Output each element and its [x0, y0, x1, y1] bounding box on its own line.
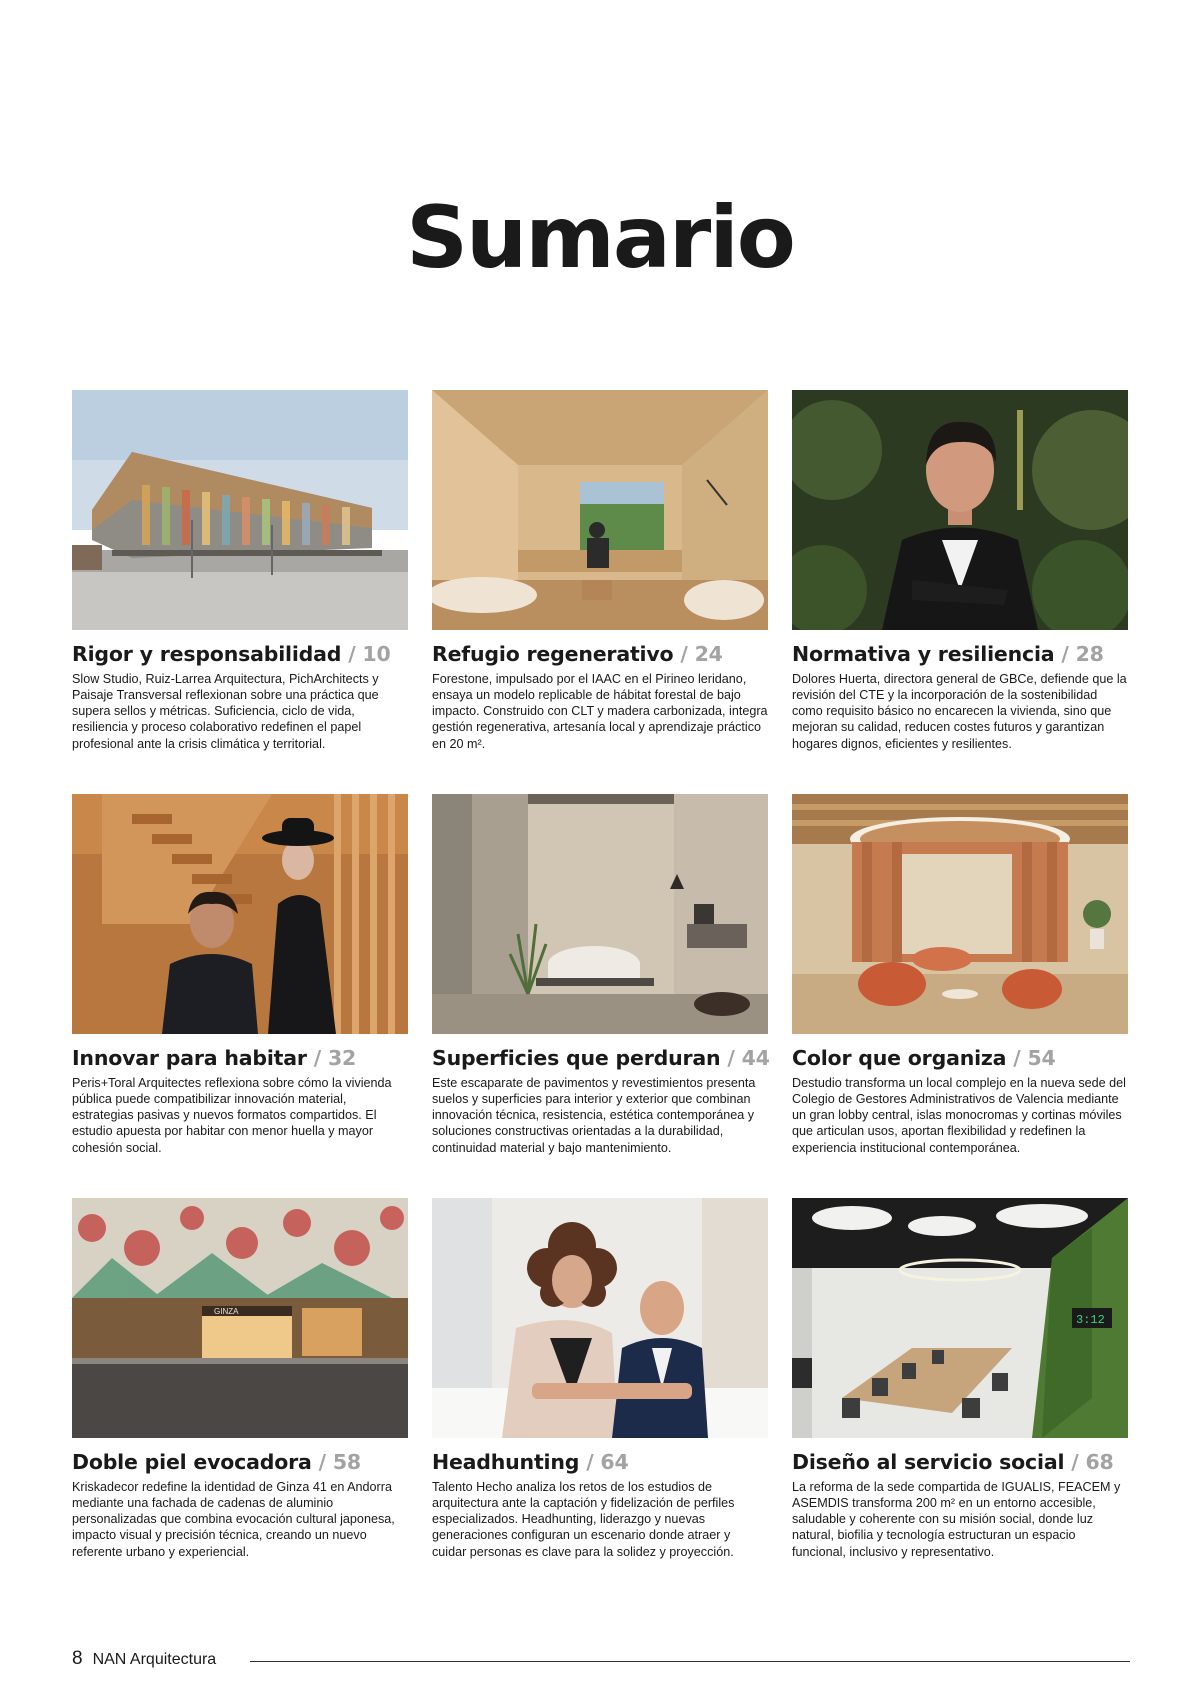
- article-title: Normativa y resiliencia: [792, 642, 1055, 666]
- article-summary: Talento Hecho analiza los retos de los estudios de arquitectura ante la captación y fidelización de perfiles especializados. Headhunting, liderazgo y nuevas generaciones configuran un escenario donde atraer y cuidar personas es clave para la solidez y proyección.: [432, 1479, 735, 1559]
- article-heading[interactable]: [72, 1450, 408, 1475]
- article-card[interactable]: [432, 390, 768, 752]
- article-page-number: / 28: [1061, 642, 1104, 666]
- article-image-meeting-room[interactable]: [792, 1198, 1128, 1438]
- digital-clock: 3:12: [1076, 1313, 1105, 1327]
- article-summary: Kriskadecor redefine la identidad de Ginza 41 en Andorra mediante una fachada de cadenas de aluminio personalizadas que combina evocación cultural japonesa, impacto visual y precisión técnica, creando un nuevo referente urbano y experiencial.: [72, 1479, 395, 1559]
- article-title: Doble piel evocadora: [72, 1450, 312, 1474]
- article-card[interactable]: [72, 794, 408, 1156]
- article-page-number: / 68: [1071, 1450, 1114, 1474]
- article-card[interactable]: [792, 794, 1128, 1156]
- article-image-portrait-woman[interactable]: [792, 390, 1128, 630]
- article-summary: La reforma de la sede compartida de IGUALIS, FEACEM y ASEMDIS transforma 200 m² en un entorno accesible, saludable y coherente con su misión social, donde luz natural, biofilia y tecnología estructuran un espacio funcional, inclusivo y representativo.: [792, 1479, 1121, 1559]
- article-card[interactable]: [72, 390, 408, 752]
- article-summary: Slow Studio, Ruiz-Larrea Arquitectura, PichArchitects y Paisaje Transversal reflexionan sobre una práctica que supera sellos y métricas. Suficiencia, ciclo de vida, resiliencia y proceso colaborativo redefinen el papel profesional ante la crisis climática y territorial.: [72, 671, 379, 751]
- article-page-number: / 64: [586, 1450, 629, 1474]
- article-title: Diseño al servicio social: [792, 1450, 1065, 1474]
- article-page-number: / 58: [318, 1450, 361, 1474]
- page-footer: [72, 1648, 216, 1670]
- article-summary: Este escaparate de pavimentos y revestimientos presenta suelos y superficies para interior y exterior que combinan innovación técnica, resistencia, estética contemporánea y soluciones constructivas orientadas a la durabilidad, continuidad material y bajo mantenimiento.: [432, 1075, 756, 1155]
- page-title: Sumario: [406, 188, 794, 288]
- ginza-sign: GINZA: [214, 1307, 239, 1316]
- article-heading[interactable]: [792, 1046, 1128, 1071]
- footer-divider: [250, 1661, 1130, 1662]
- article-image-lobby-curtains[interactable]: [792, 794, 1128, 1034]
- article-summary: Destudio transforma un local complejo en la nueva sede del Colegio de Gestores Administrativos de Valencia mediante un gran lobby central, islas monocromas y cortinas móviles que articulan usos, aportan flexibilidad y redefinen la experiencia institucional contemporánea.: [792, 1075, 1126, 1155]
- footer-page-number: 8: [72, 1648, 83, 1669]
- article-heading[interactable]: [432, 1450, 768, 1475]
- article-image-wooden-cabin[interactable]: [432, 390, 768, 630]
- article-summary: Peris+Toral Arquitectes reflexiona sobre cómo la vivienda pública puede compatibilizar innovación material, estrategias pasivas y nuevos formatos compartidos. El estudio apuesta por habitar con menor huella y mayor cohesión social.: [72, 1075, 392, 1155]
- article-page-number: / 54: [1013, 1046, 1056, 1070]
- article-title: Refugio regenerativo: [432, 642, 674, 666]
- article-heading[interactable]: [792, 642, 1128, 667]
- article-summary: Forestone, impulsado por el IAAC en el Pirineo leridano, ensaya un modelo replicable de hábitat forestal de bajo impacto. Construido con CLT y madera carbonizada, integra gestión regenerativa, artesanía local y aprendizaje práctico en 20 m².: [432, 671, 768, 751]
- article-card[interactable]: [432, 1198, 768, 1560]
- article-heading[interactable]: [72, 642, 408, 667]
- article-image-headhunting-portrait[interactable]: [432, 1198, 768, 1438]
- article-card[interactable]: [792, 1198, 1128, 1560]
- footer-publication-name: NAN Arquitectura: [92, 1651, 217, 1668]
- article-heading[interactable]: [432, 1046, 768, 1071]
- article-image-building-facade[interactable]: [72, 390, 408, 630]
- article-heading[interactable]: [432, 642, 768, 667]
- article-image-stone-bathroom[interactable]: [432, 794, 768, 1034]
- article-card[interactable]: [432, 794, 768, 1156]
- article-title: Headhunting: [432, 1450, 580, 1474]
- article-card[interactable]: [792, 390, 1128, 752]
- article-title: Superficies que perduran: [432, 1046, 721, 1070]
- article-card[interactable]: [72, 1198, 408, 1560]
- article-title: Rigor y responsabilidad: [72, 642, 342, 666]
- article-page-number: / 32: [313, 1046, 357, 1070]
- article-heading[interactable]: [792, 1450, 1128, 1475]
- article-image-chain-facade[interactable]: [72, 1198, 408, 1438]
- article-title: Innovar para habitar: [72, 1046, 307, 1070]
- article-page-number: / 24: [680, 642, 723, 666]
- article-page-number: / 44: [727, 1046, 770, 1070]
- article-title: Color que organiza: [792, 1046, 1007, 1070]
- article-heading[interactable]: [72, 1046, 408, 1071]
- article-page-number: / 10: [348, 642, 391, 666]
- article-image-architects-stairs[interactable]: [72, 794, 408, 1034]
- article-summary: Dolores Huerta, directora general de GBCe, defiende que la revisión del CTE y la incorporación de la sostenibilidad como requisito básico no encarecen la vivienda, sino que mejoran su calidad, reducen costes futuros y garantizan hogares dignos, eficientes y resilientes.: [792, 671, 1127, 751]
